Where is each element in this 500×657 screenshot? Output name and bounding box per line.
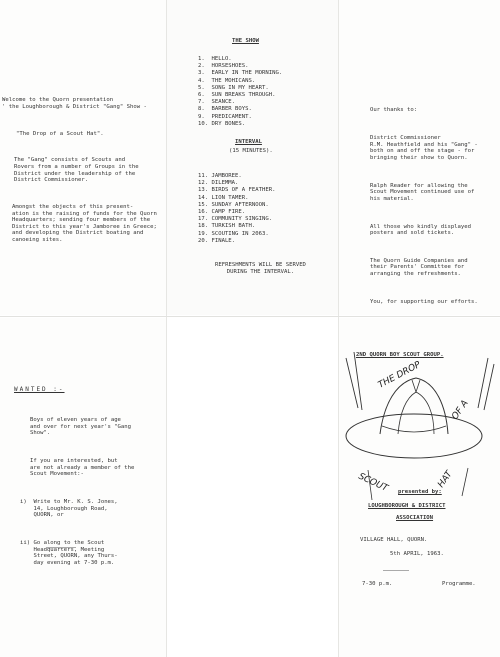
programme-item: 5. SONG IN MY HEART. xyxy=(198,84,269,91)
programme-item: 3. EARLY IN THE MORNING. xyxy=(198,70,283,77)
programme-item: 4. THE MOHICANS. xyxy=(198,77,256,84)
venue: VILLAGE HALL, QUORN. xyxy=(360,537,428,543)
programme-item: 11. JAMBOREE. xyxy=(198,173,242,179)
contact-option: ii) Go along to the Scout Headquarters, Meeting Street, QUORN, any Thurs- day evening at 7-30 p.m. xyxy=(20,540,118,566)
programme-item: 16. CAMP FIRE. xyxy=(198,209,246,216)
divider xyxy=(46,547,76,548)
programme-item: 9. PREDICAMENT. xyxy=(198,113,252,120)
welcome-paragraph: Welcome to the Quorn presentation ' the Loughborough & District "Gang" Show - xyxy=(2,97,147,110)
performance-time: 7-30 p.m. xyxy=(362,581,393,587)
programme-item: 19. SCOUTING IN 2063. xyxy=(198,230,269,237)
hat-lettering-the-drop: THE DROP xyxy=(376,359,423,391)
thanks-paragraph: District Commissioner R.M. Heathfield and his "Gang" - both on and off the stage - for bringing their show to Quorn. xyxy=(370,134,478,161)
programme-item: 12. DILEMMA. xyxy=(198,180,239,187)
wanted-text xyxy=(20,404,134,581)
thanks-paragraph: You, for supporting our efforts. xyxy=(370,298,478,305)
programme-item: 14. LION TAMER. xyxy=(198,194,249,201)
thanks-paragraph: Ralph Reader for allowing the Scout Movement continued use of his material. xyxy=(370,182,475,202)
programme-item: 1. HELLO. xyxy=(198,56,232,62)
programme-item: 8. BARBER BOYS. xyxy=(198,106,252,113)
divider xyxy=(383,570,409,571)
performance-date: 5th APRIL, 1963. xyxy=(390,551,444,557)
wanted-paragraph: Boys of eleven years of age and over for next year's "Gang Show". xyxy=(30,417,132,437)
programme-part-one xyxy=(198,56,282,128)
refreshments-note: REFRESHMENTS WILL BE SERVED DURING THE INTERVAL. xyxy=(215,262,306,275)
programme-part-two xyxy=(198,173,275,245)
show-title-paragraph: "The Drop of a Scout Hat". xyxy=(16,130,104,137)
thanks-paragraph: The Quorn Guide Companies and their Parents' Committee for arranging the refreshments. xyxy=(370,257,468,278)
hat-lettering-of-a: OF A xyxy=(450,398,471,422)
contact-option: i) Write to Mr. K. S. Jones, 14, Loughborough Road, QUORN, or xyxy=(20,499,118,519)
scout-hat-drawing xyxy=(338,318,500,657)
interval-duration: (15 MINUTES). xyxy=(229,148,273,154)
association-line-1: LOUGHBOROUGH & DISTRICT xyxy=(368,503,446,509)
programme-item: 15. SUNDAY AFTERNOON. xyxy=(198,201,269,208)
thanks-text xyxy=(370,94,498,320)
programme-item: 13. BIRDS OF A FEATHER. xyxy=(198,187,276,194)
thanks-paragraph: All those who kindly displayed posters and sold tickets. xyxy=(370,223,472,237)
wanted-paragraph: If you are interested, but are not already a member of the Scout Movement:- xyxy=(30,458,135,478)
programme-label: Programme. xyxy=(442,581,476,587)
thanks-heading: Our thanks to: xyxy=(370,107,418,114)
programme-title: THE SHOW xyxy=(232,38,259,44)
hat-lettering-hat: HAT xyxy=(436,469,455,490)
programme-item: 17. COMMUNITY SINGING. xyxy=(198,216,273,223)
blank-panel xyxy=(166,318,338,657)
wanted-heading: WANTED :- xyxy=(14,386,65,393)
programme-item: 7. SEANCE. xyxy=(198,99,236,106)
programme-item: 10. DRY BONES. xyxy=(198,120,246,127)
programme-item: 6. SUN BREAKS THROUGH. xyxy=(198,92,276,99)
programme-item: 18. TURKISH BATH. xyxy=(198,223,256,230)
association-line-2: ASSOCIATION xyxy=(396,515,434,521)
presented-by-label: presented by: xyxy=(398,489,442,495)
welcome-text xyxy=(2,84,164,257)
objects-paragraph: Amongst the objects of this present- ation is the raising of funds for the Quorn Headquarters; sending four members of the District to this year's Jamboree in Greece; and developing the District boating and canoeing sites. xyxy=(12,203,157,243)
gang-paragraph: The "Gang" consists of Scouts and Rovers from a number of Groups in the District under the leadership of the District Commissioner. xyxy=(14,157,139,184)
fold-line-left xyxy=(166,0,167,657)
programme-item: 2. HORSESHOES. xyxy=(198,63,249,70)
programme-item: 20. FINALE. xyxy=(198,237,236,244)
interval-title: INTERVAL xyxy=(235,139,262,145)
hat-lettering-scout: SCOUT xyxy=(356,471,390,494)
cover-heading: 2ND QUORN BOY SCOUT GROUP. xyxy=(356,352,444,358)
